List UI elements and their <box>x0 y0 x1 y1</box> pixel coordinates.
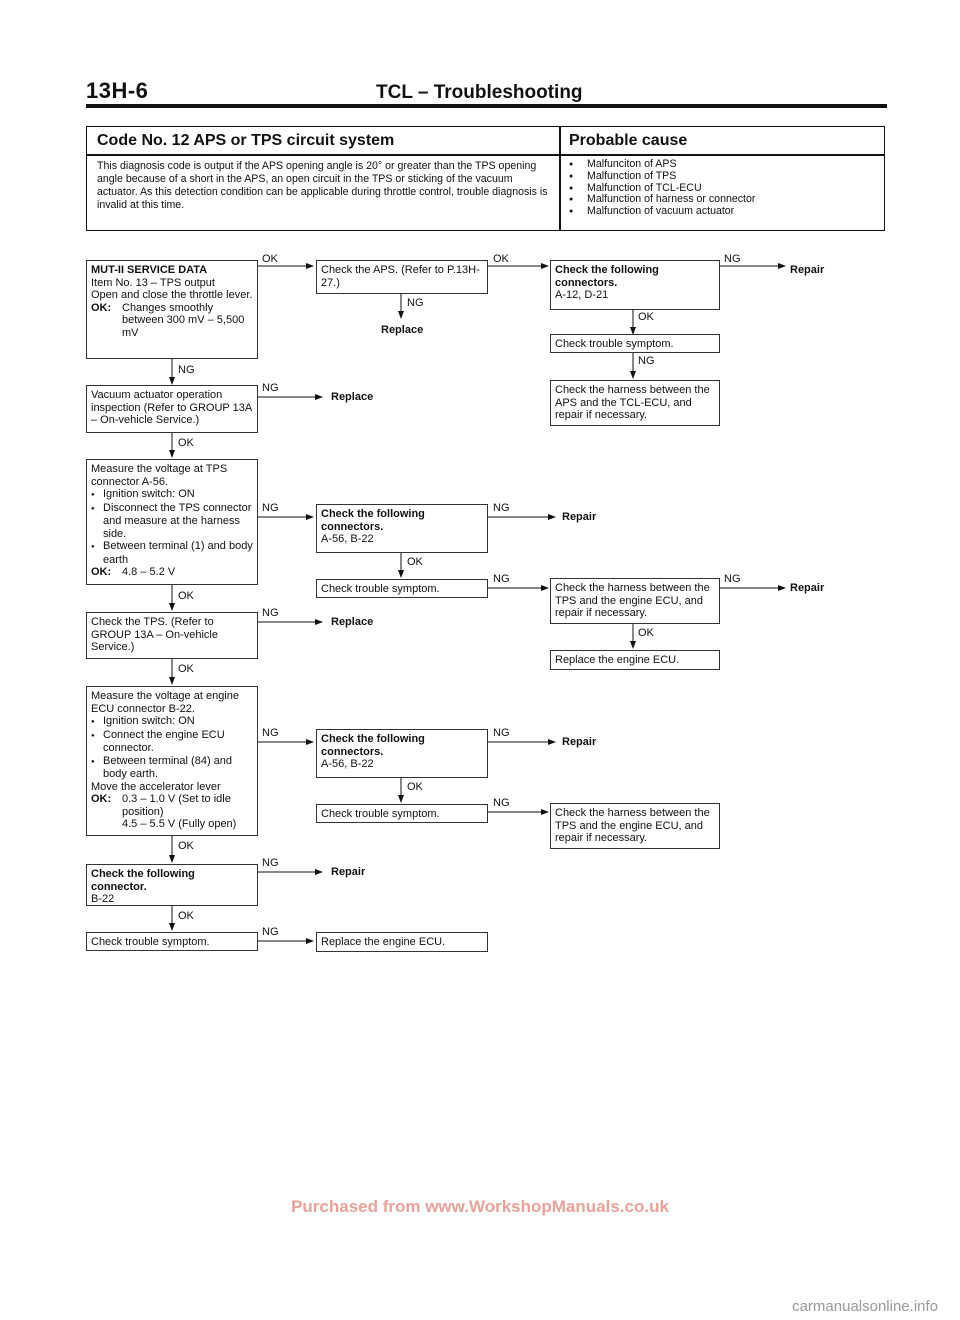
list-item: ● Connect the engine ECU connector. <box>91 729 253 755</box>
cause-heading: Probable cause <box>569 132 688 149</box>
replace-label: Replace <box>381 324 424 336</box>
ok-label: OK <box>178 590 194 602</box>
ng-label: NG <box>493 573 510 585</box>
ok-label: OK <box>178 663 194 675</box>
ng-label: NG <box>262 607 279 619</box>
check-symptom-box-3: Check trouble symptom. <box>316 804 488 823</box>
ng-label: NG <box>724 253 741 265</box>
list-item: ● Disconnect the TPS connector and measure at the harness side. <box>91 502 253 541</box>
list-item: ● Malfunction of TPS <box>569 171 755 183</box>
ng-label: NG <box>493 502 510 514</box>
harness-check-box-2: Check the harness between the TPS and the engine ECU, and repair if necessary. <box>550 578 720 624</box>
list-item: ● Between terminal (1) and body earth <box>91 540 253 566</box>
mut-service-data-box: MUT-II SERVICE DATA Item No. 13 – TPS output Open and close the throttle lever. OK: Changes smoothly between 300 mV – 5,500 mV <box>86 260 258 359</box>
list-item: ● Malfunction of harness or connector <box>569 194 755 206</box>
check-connectors-box-2: Check the following connectors. A-56, B-22 <box>316 504 488 553</box>
ok-label: OK <box>178 910 194 922</box>
ok-label: OK <box>493 253 509 265</box>
replace-label: Replace <box>331 616 374 628</box>
ng-label: NG <box>262 857 279 869</box>
ok-label: OK <box>638 311 654 323</box>
repair-label: Repair <box>790 264 825 276</box>
page-title: TCL – Troubleshooting <box>376 82 583 103</box>
site-watermark: carmanualsonline.info <box>792 1298 938 1315</box>
ng-label: NG <box>493 727 510 739</box>
ng-label: NG <box>262 382 279 394</box>
check-connectors-box-3: Check the following connectors. A-56, B-22 <box>316 729 488 778</box>
code-heading: Code No. 12 APS or TPS circuit system <box>97 132 395 149</box>
replace-ecu-box-1: Replace the engine ECU. <box>550 650 720 670</box>
harness-check-box-3: Check the harness between the TPS and the engine ECU, and repair if necessary. <box>550 803 720 849</box>
ok-label: OK <box>178 840 194 852</box>
check-connector-box-4: Check the following connector. B-22 <box>86 864 258 906</box>
vacuum-actuator-box: Vacuum actuator operation inspection (Refer to GROUP 13A – On-vehicle Service.) <box>86 385 258 433</box>
repair-label: Repair <box>790 582 825 594</box>
ng-label: NG <box>262 727 279 739</box>
repair-label: Repair <box>562 511 597 523</box>
measure-ecu-voltage-box: Measure the voltage at engine ECU connector B-22. ● Ignition switch: ON ● Connect the engine ECU connector. ● Between terminal (84) and body earth. Move the accelerator lever OK: 0.3 – 1.0 V (Set to idle position) 4.5 – 5.5 V (Fully open) <box>86 686 258 836</box>
list-item: ● Ignition switch: ON <box>91 488 253 502</box>
repair-label: Repair <box>562 736 597 748</box>
ok-label: OK <box>178 437 194 449</box>
list-item: ● Malfunciton of APS <box>569 159 755 171</box>
ok-label: OK <box>407 556 423 568</box>
ng-label: NG <box>724 573 741 585</box>
check-aps-box: Check the APS. (Refer to P.13H-27.) <box>316 260 488 294</box>
ng-label: NG <box>178 364 195 376</box>
ng-label: NG <box>638 355 655 367</box>
check-connectors-box-1: Check the following connectors. A-12, D-21 <box>550 260 720 310</box>
page-number: 13H-6 <box>86 78 149 103</box>
check-symptom-box-2: Check trouble symptom. <box>316 579 488 598</box>
watermark-text: Purchased from www.WorkshopManuals.co.uk <box>291 1197 669 1216</box>
check-symptom-box-1: Check trouble symptom. <box>550 334 720 353</box>
list-item: ● Ignition switch: ON <box>91 715 253 729</box>
list-item: ● Malfunction of vacuum actuator <box>569 206 755 218</box>
ng-label: NG <box>493 797 510 809</box>
replace-ecu-box-2: Replace the engine ECU. <box>316 932 488 952</box>
list-item: ● Malfunction of TCL-ECU <box>569 183 755 195</box>
ok-label: OK <box>262 253 278 265</box>
ok-label: OK <box>638 627 654 639</box>
harness-check-box-1: Check the harness between the APS and the TCL-ECU, and repair if necessary. <box>550 380 720 426</box>
measure-tps-voltage-box: Measure the voltage at TPS connector A-56. ● Ignition switch: ON ● Disconnect the TPS connector and measure at the harness side. ● Between terminal (1) and body earth OK: 4.8 – 5.2 V <box>86 459 258 585</box>
ng-label: NG <box>262 926 279 938</box>
ok-label: OK <box>407 781 423 793</box>
code-description: This diagnosis code is output if the APS opening angle is 20° or greater than the TPS opening angle because of a short in the APS, an open circuit in the TPS or sticking of the vacuum actuator. As this detection condition can be applicable during throttle control, trouble diagnosis is invalid at this time. <box>97 160 548 211</box>
ng-label: NG <box>407 297 424 309</box>
check-tps-box: Check the TPS. (Refer to GROUP 13A – On-vehicle Service.) <box>86 612 258 659</box>
repair-label: Repair <box>331 866 366 878</box>
ng-label: NG <box>262 502 279 514</box>
check-symptom-box-4: Check trouble symptom. <box>86 932 258 951</box>
list-item: ● Between terminal (84) and body earth. <box>91 755 253 781</box>
replace-label: Replace <box>331 391 374 403</box>
